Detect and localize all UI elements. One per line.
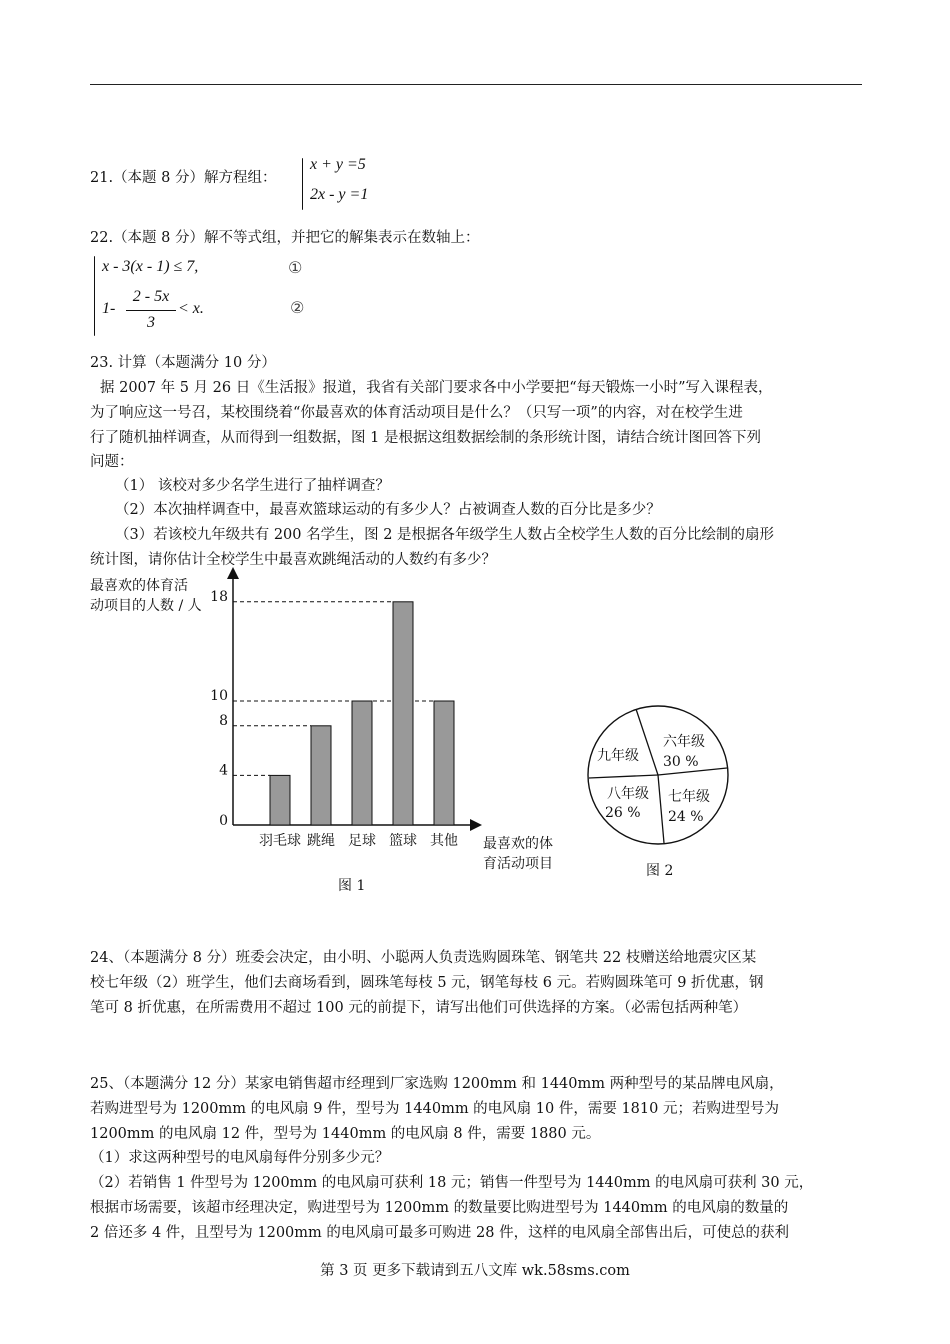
bar-chart-ylabel-1: 最喜欢的体育活: [90, 578, 188, 594]
pie-chart-figure-2: [580, 700, 740, 885]
q22-brace: [94, 256, 95, 336]
q25-line-7: 2 倍还多 4 件，且型号为 1200mm 的电风扇可最多可购进 28 件，这样的电风扇全部售出后，可使总的获利: [90, 1225, 790, 1241]
bar-篮球: [393, 602, 413, 825]
q22-inequality-2-prefix: 1-: [102, 300, 116, 317]
q24-line-1: 24、（本题满分 8 分）班委会决定，由小明、小聪两人负责选购圆珠笔、钢笔共 22 枝赠送给地震灾区某: [90, 950, 757, 966]
bar-chart-ytick-8: 8: [219, 712, 228, 729]
q23-paragraph-line-3: 行了随机抽样调查，从而得到一组数据，图 1 是根据这组数据绘制的条形统计图，请结合统计图回答下列: [90, 430, 761, 446]
q22-mark-2: ②: [290, 298, 305, 317]
bar-chart-ytick-18: 18: [210, 588, 228, 605]
q22-label: 22.（本题 8 分）解不等式组，并把它的解集表示在数轴上：: [90, 230, 480, 246]
bar-chart-ytick-4: 4: [219, 762, 228, 779]
q25-line-5: （2）若销售 1 件型号为 1200mm 的电风扇可获利 18 元；销售一件型号为 1440mm 的电风扇可获利 30 元，: [90, 1175, 814, 1191]
pie-slice-pct-grade6: 30 %: [663, 754, 699, 770]
q25-line-6: 根据市场需要，该超市经理决定，购进型号为 1200mm 的数量要比购进型号为 1440mm 的电风扇的数量的: [90, 1200, 789, 1216]
pie-chart-title: 图 2: [646, 863, 674, 879]
q23-subquestion-1: （1） 该校对多少名学生进行了抽样调查？: [115, 478, 390, 494]
bar-chart-category-4: 其他: [430, 833, 458, 849]
q23-paragraph-line-4: 问题：: [90, 454, 134, 470]
q21-equation-1: x + y =5: [310, 156, 366, 173]
q23-subquestion-2: （2）本次抽样调查中，最喜欢篮球运动的有多少人？占被调查人数的百分比是多少？: [115, 502, 661, 518]
bar-足球: [352, 701, 372, 825]
bar-chart-category-2: 足球: [348, 833, 376, 849]
bar-其他: [434, 701, 454, 825]
bar-chart-figure-1: [80, 565, 580, 895]
bar-chart-category-3: 篮球: [389, 833, 417, 849]
q25-line-4: （1）求这两种型号的电风扇每件分别多少元？: [90, 1150, 390, 1166]
q23-subquestion-3: （3）若该校九年级共有 200 名学生，图 2 是根据各年级学生人数占全校学生人数的百分比绘制的扇形: [115, 527, 775, 543]
bar-chart-title: 图 1: [338, 878, 366, 894]
pie-slice-pct-grade8: 26 %: [605, 805, 641, 821]
q25-line-1: 25、（本题满分 12 分）某家电销售超市经理到厂家选购 1200mm 和 1440mm 两种型号的某品牌电风扇，: [90, 1076, 784, 1092]
q22-inequality-2-suffix: < x.: [178, 300, 204, 317]
pie-slice-label-grade6: 六年级: [663, 734, 705, 750]
q24-line-3: 笔可 8 折优惠，在所需费用不超过 100 元的前提下，请写出他们可供选择的方案。（必需包括两种笔）: [90, 1000, 748, 1016]
q25-line-2: 若购进型号为 1200mm 的电风扇 9 件，型号为 1440mm 的电风扇 10 件，需要 1810 元；若购进型号为: [90, 1101, 779, 1117]
bar-chart-ytick-10: 10: [210, 688, 228, 704]
q22-inequality-1: x - 3(x - 1) ≤ 7,: [102, 258, 199, 275]
q21-label: 21.（本题 8 分）解方程组：: [90, 170, 277, 186]
bar-羽毛球: [270, 775, 290, 825]
bar-chart-xlabel-2: 育活动项目: [483, 856, 553, 872]
bar-chart-category-1: 跳绳: [307, 833, 335, 849]
q25-line-3: 1200mm 的电风扇 12 件，型号为 1440mm 的电风扇 8 件，需要 1880 元。: [90, 1126, 601, 1142]
q23-subquestion-3-cont: 统计图，请你估计全校学生中最喜欢跳绳活动的人数约有多少？: [90, 552, 496, 568]
q23-title: 23. 计算（本题满分 10 分）: [90, 355, 276, 371]
q22-fraction-denominator: 3: [147, 314, 155, 331]
q22-fraction-bar: [126, 310, 176, 311]
q24-line-2: 校七年级（2）班学生，他们去商场看到，圆珠笔每枝 5 元，钢笔每枝 6 元。若购圆珠笔可 9 折优惠，钢: [90, 975, 764, 991]
q21-equation-2: 2x - y =1: [310, 186, 369, 203]
pie-slice-label-grade9: 九年级: [597, 748, 639, 764]
q21-brace: [302, 158, 303, 210]
header-rule: [90, 84, 862, 85]
q22-fraction-numerator: 2 - 5x: [132, 288, 170, 305]
page-footer: 第 3 页 更多下载请到五八文库 wk.58sms.com: [320, 1263, 630, 1279]
bar-chart-ytick-0: 0: [219, 813, 228, 829]
q23-paragraph-line-2: 为了响应这一号召，某校围绕着“你最喜欢的体育活动项目是什么？（只写一项”的内容，对在校学生进: [90, 405, 743, 421]
bar-chart-xlabel-1: 最喜欢的体: [483, 836, 553, 852]
pie-slice-label-grade8: 八年级: [607, 786, 649, 802]
q22-mark-1: ①: [288, 258, 303, 277]
pie-slice-pct-grade7: 24 %: [668, 809, 704, 825]
bar-chart-category-0: 羽毛球: [259, 833, 301, 849]
pie-slice-label-grade7: 七年级: [668, 789, 710, 805]
q23-paragraph-line-1: 据 2007 年 5 月 26 日《生活报》报道，我省有关部门要求各中小学要把“每天锻炼一小时”写入课程表，: [100, 380, 773, 396]
bar-跳绳: [311, 726, 331, 825]
bar-chart-ylabel-2: 动项目的人数 / 人: [90, 598, 202, 614]
